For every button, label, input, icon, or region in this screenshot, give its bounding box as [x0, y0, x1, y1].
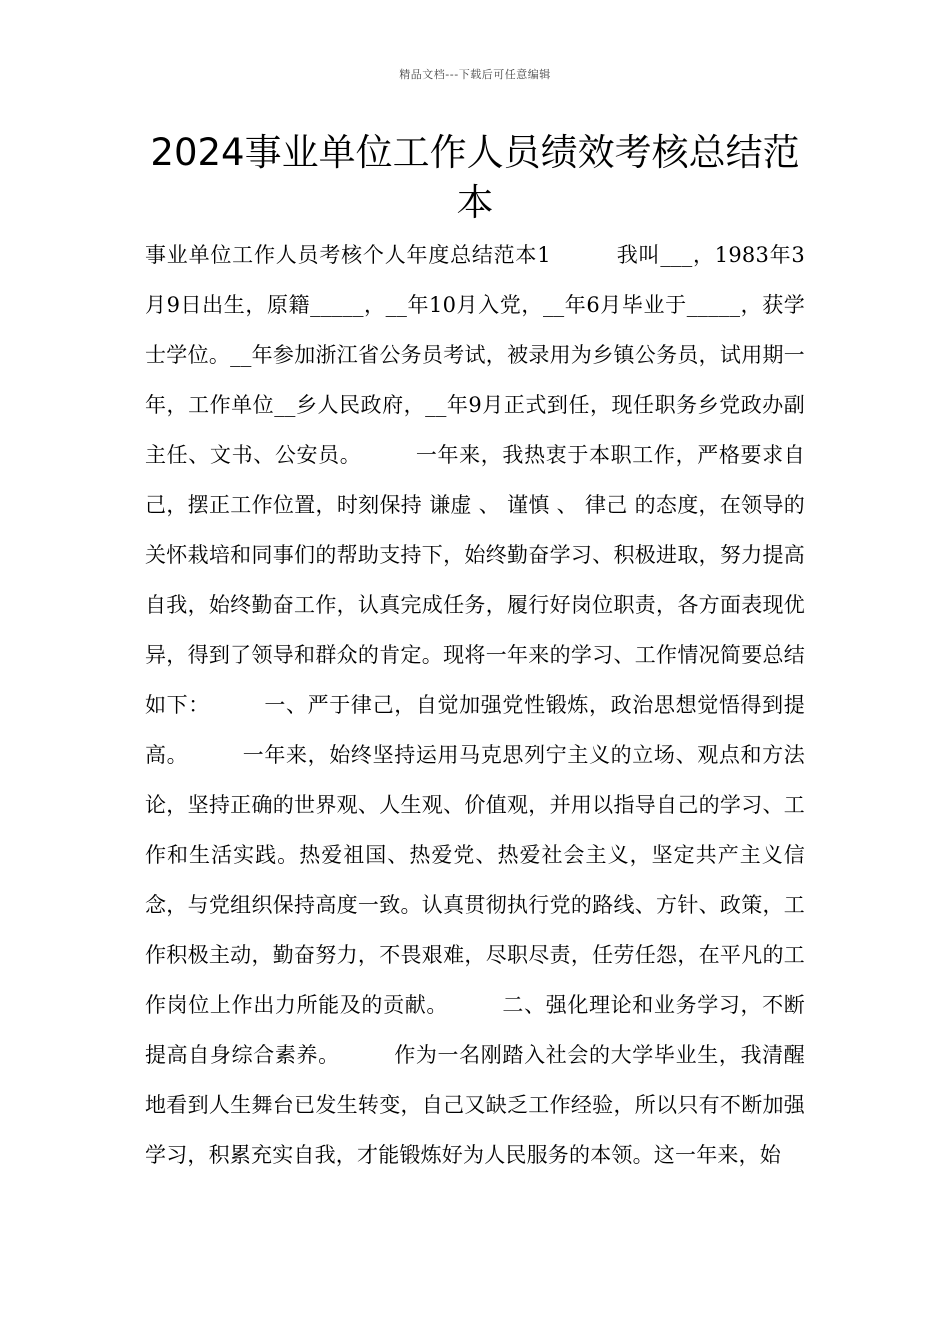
document-title: 2024事业单位工作人员绩效考核总结范本: [150, 131, 800, 224]
header-note: 精品文档---下载后可任意编辑: [399, 68, 551, 81]
document-body: 事业单位工作人员考核个人年度总结范本1 我叫___，1983年3月9日出生，原籍_____，__年10月入党，__年6月毕业于_____，获学士学位。__年参加浙江省公务员考试，被录用为乡镇公务员，试用期一年，工作单位__乡人民政府，__年9月正式到任，现任职务乡党政办副主任、文书、公安员。 一年来，我热衷于本职工作，严格要求自己，摆正工作位置，时刻保持 谦虚 、 谨慎 、 律己 的态度，在领导的关怀栽培和同事们的帮助支持下，始终勤奋学习、积极进取，努力提高自我，始终勤奋工作，认真完成任务，履行好岗位职责，各方面表现优异，得到了领导和群众的肯定。现将一年来的学习、工作情况简要总结如下： 一、严于律己，自觉加强党性锻炼，政治思想觉悟得到提高。 一年来，始终坚持运用马克思列宁主义的立场、观点和方法论，坚持正确的世界观、人生观、价值观，并用以指导自己的学习、工作和生活实践。热爱祖国、热爱党、热爱社会主义，坚定共产主义信念，与党组织保持高度一致。认真贯彻执行党的路线、方针、政策，工作积极主动，勤奋努力，不畏艰难，尽职尽责，任劳任怨，在平凡的工作岗位上作出力所能及的贡献。 二、强化理论和业务学习，不断提高自身综合素养。 作为一名刚踏入社会的大学毕业生，我清醒地看到人生舞台已发生转变，自己又缺乏工作经验，所以只有不断加强学习，积累充实自我，才能锻炼好为人民服务的本领。这一年来，始: [145, 243, 805, 1167]
